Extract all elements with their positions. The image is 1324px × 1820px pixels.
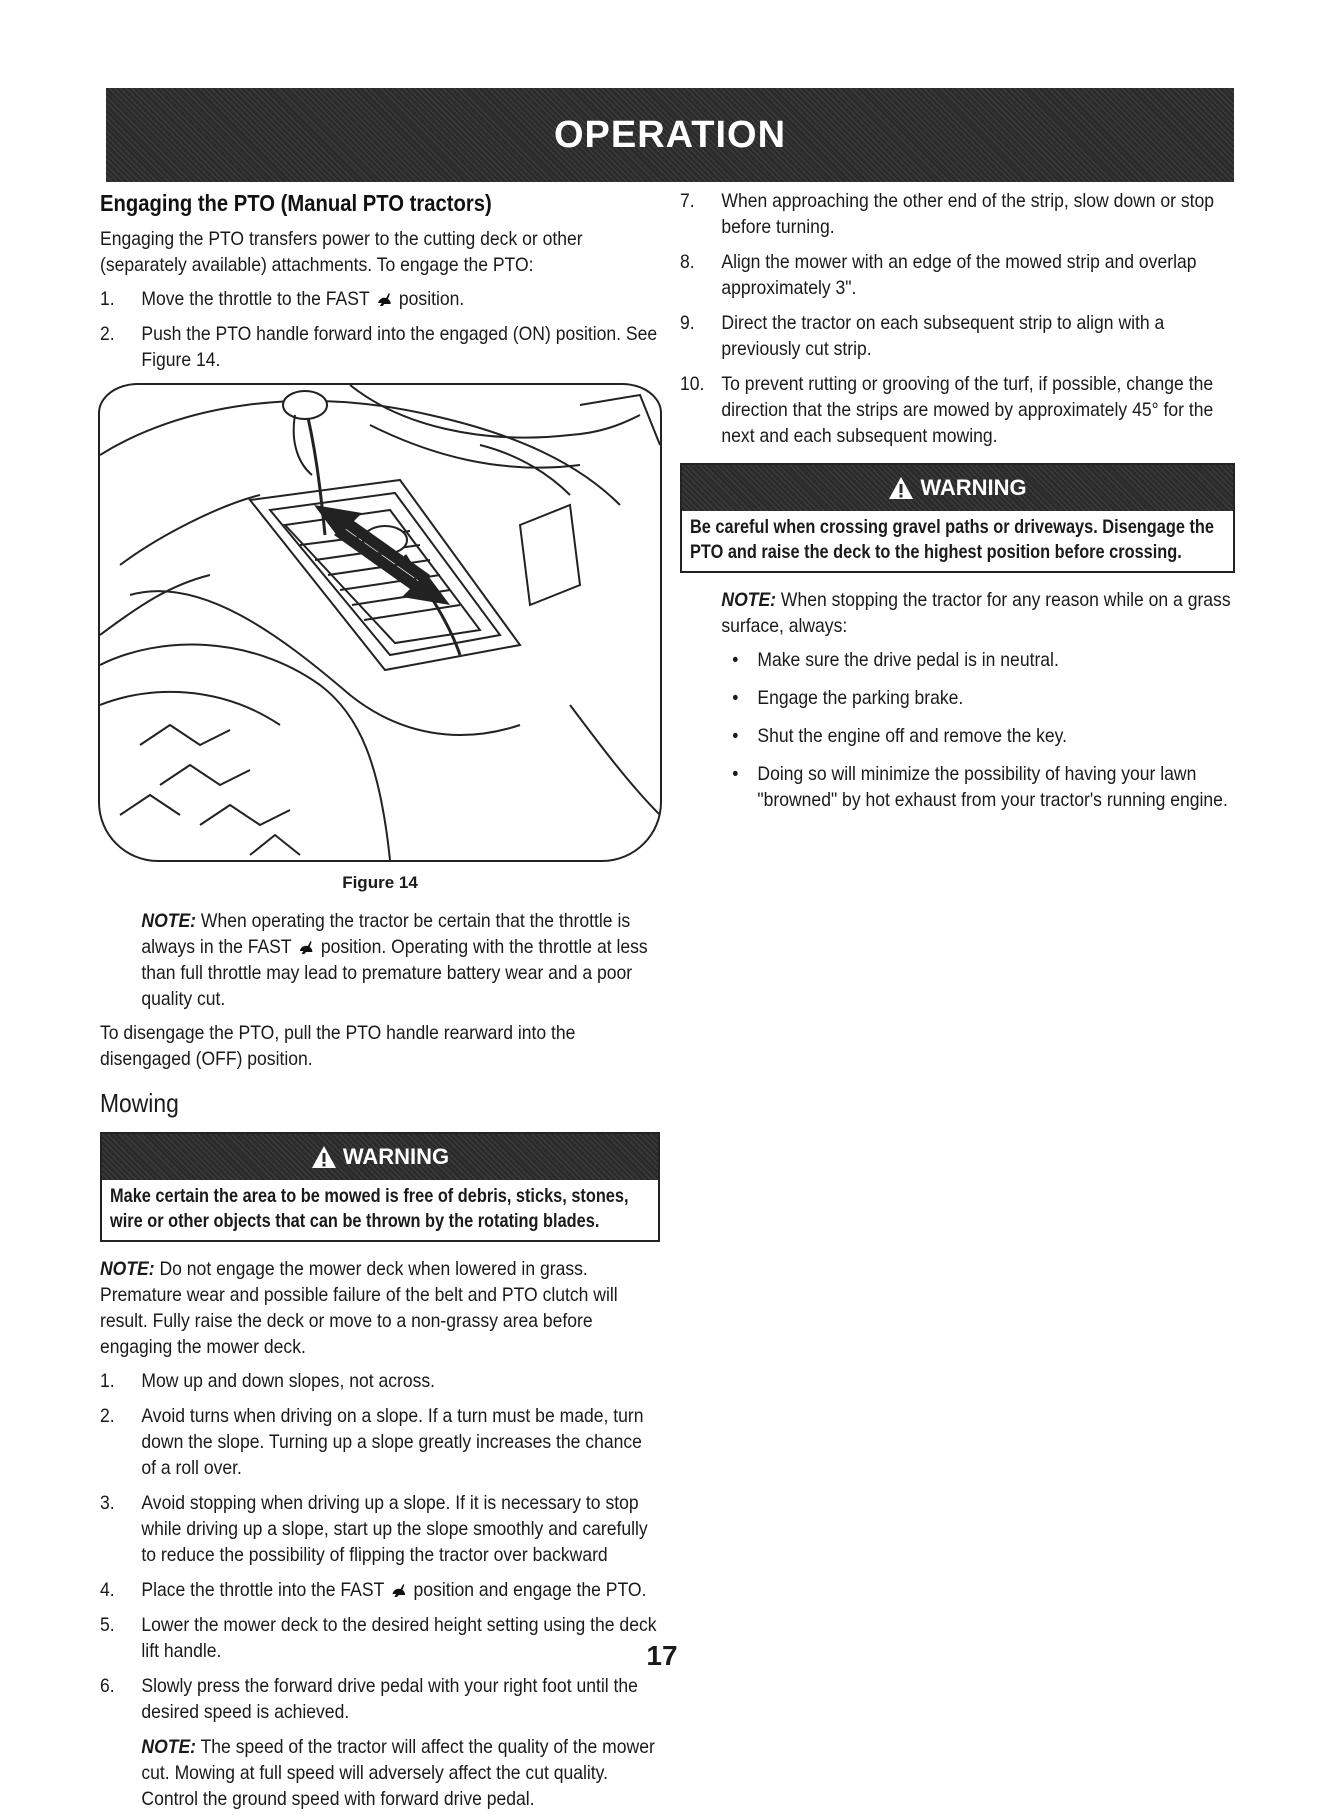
list-item	[100, 321, 659, 373]
list-item	[100, 1403, 659, 1481]
note-label: NOTE:	[721, 589, 777, 611]
note-text: When operating the tractor be certain that the throttle is always in the FAST	[141, 910, 631, 958]
step-text: Avoid turns when driving on a slope. If a turn must be made, turn down the slope. Turning up a slope greatly increases the chance of a roll over.	[141, 1405, 644, 1479]
note-label: NOTE:	[141, 1736, 197, 1758]
disengage-text: To disengage the PTO, pull the PTO handle rearward into the disengaged (OFF) position.	[100, 1022, 576, 1070]
step-text: Move the throttle to the FAST	[141, 288, 370, 310]
list-item	[680, 249, 1234, 301]
rabbit-fast-icon	[298, 939, 314, 955]
pto-handle-drawing	[100, 385, 660, 860]
step-number: 10.	[680, 373, 705, 395]
section-banner	[106, 88, 1234, 182]
bullet-text: Doing so will minimize the possibility of having your lawn "browned" by hot exhaust from your tractor's running engine.	[757, 763, 1228, 811]
note-stopping	[721, 587, 1234, 639]
step-text: Align the mower with an edge of the mowed strip and overlap approximately 3".	[721, 251, 1197, 299]
note-throttle	[141, 908, 659, 1012]
step-number: 1.	[100, 1370, 115, 1392]
step-number: 1.	[100, 288, 115, 310]
warning-text: Make certain the area to be mowed is free of debris, sticks, stones, wire or other objects that can be thrown by the rotating blades.	[110, 1186, 629, 1232]
pto-intro: Engaging the PTO transfers power to the cutting deck or other (separately available) attachments. To engage the PTO:	[100, 228, 583, 276]
list-item: • Shut the engine off and remove the key.	[732, 725, 1068, 747]
step-number: 5.	[100, 1614, 115, 1636]
step-text: Lower the mower deck to the desired height setting using the deck lift handle.	[141, 1614, 657, 1662]
step-text: Slowly press the forward drive pedal with your right foot until the desired speed is achieved.	[141, 1675, 638, 1723]
mowing-heading: Mowing	[100, 1088, 179, 1118]
step-number: 7.	[680, 190, 695, 212]
list-item	[680, 371, 1234, 449]
list-item: • Make sure the drive pedal is in neutral.	[732, 649, 1059, 671]
note-deck	[100, 1256, 659, 1360]
step-number: 9.	[680, 312, 695, 334]
step-number: 2.	[100, 323, 115, 345]
pto-steps	[100, 286, 659, 373]
stopping-bullets	[721, 647, 1234, 813]
figure-14-illustration	[98, 383, 662, 862]
pto-heading: Engaging the PTO (Manual PTO tractors)	[100, 190, 492, 216]
warning-box	[100, 1132, 660, 1242]
note-text: position. Operating with the throttle at less than full throttle may lead to premature battery wear and a poor quality cut.	[141, 936, 648, 1010]
warning-header	[102, 1134, 658, 1180]
figure-caption: Figure 14	[342, 873, 418, 892]
list-item	[100, 1577, 659, 1603]
step-text: Avoid stopping when driving up a slope. If it is necessary to stop while driving up a slope, start up the slope smoothly and carefully to reduce the possibility of flipping the tractor over backward	[141, 1492, 648, 1566]
warning-box	[680, 463, 1235, 573]
step-text: Direct the tractor on each subsequent strip to align with a previously cut strip.	[721, 312, 1165, 360]
banner-title: OPERATION	[553, 113, 787, 156]
bullet-text: Make sure the drive pedal is in neutral.	[757, 649, 1059, 671]
list-item	[100, 1490, 659, 1568]
step-number: 4.	[100, 1579, 115, 1601]
step-text: position and engage the PTO.	[413, 1579, 647, 1601]
right-column	[680, 188, 1235, 825]
step-number: 6.	[100, 1675, 115, 1697]
step-text: To prevent rutting or grooving of the turf, if possible, change the direction that the strips are mowed by approximately 45° for the next and each subsequent mowing.	[721, 373, 1214, 447]
bullet-text: Shut the engine off and remove the key.	[757, 725, 1068, 747]
list-item	[100, 1368, 659, 1394]
step-text: Push the PTO handle forward into the engaged (ON) position. See Figure 14.	[141, 323, 658, 371]
note-speed	[141, 1734, 659, 1812]
warning-header	[682, 465, 1233, 511]
step-text: When approaching the other end of the strip, slow down or stop before turning.	[721, 190, 1215, 238]
list-item: • Doing so will minimize the possibility of having your lawn "browned" by hot exhaust from your tractor's running engine.	[721, 761, 1234, 813]
step-text: Mow up and down slopes, not across.	[141, 1370, 436, 1392]
note-label: NOTE:	[141, 910, 197, 932]
note-text: When stopping the tractor for any reason while on a grass surface, always:	[721, 589, 1231, 637]
note-label: NOTE:	[100, 1258, 155, 1280]
step-number: 3.	[100, 1492, 115, 1514]
warning-title: WARNING	[342, 1144, 450, 1169]
bullet-text: Engage the parking brake.	[757, 687, 964, 709]
list-item	[680, 310, 1234, 362]
step-text: Place the throttle into the FAST	[141, 1579, 384, 1601]
note-text: The speed of the tractor will affect the quality of the mower cut. Mowing at full speed will adversely affect the cut quality. Control the ground speed with forward drive pedal.	[141, 1736, 655, 1810]
rabbit-fast-icon	[376, 291, 392, 307]
warning-text: Be careful when crossing gravel paths or driveways. Disengage the PTO and raise the deck to the highest position before crossing.	[690, 517, 1214, 563]
mowing-steps-continued	[680, 188, 1234, 449]
list-item	[100, 1673, 659, 1725]
note-text: Do not engage the mower deck when lowered in grass. Premature wear and possible failure of the belt and PTO clutch will result. Fully raise the deck or move to a non-grassy area before engaging the mower deck.	[100, 1258, 618, 1358]
warning-triangle-icon	[888, 476, 914, 500]
list-item	[100, 286, 659, 312]
left-column	[100, 188, 660, 1820]
step-number: 2.	[100, 1405, 115, 1427]
rabbit-fast-icon	[391, 1582, 407, 1598]
warning-title: WARNING	[920, 475, 1027, 500]
list-item: • Engage the parking brake.	[732, 687, 964, 709]
warning-triangle-icon	[311, 1145, 337, 1169]
page-number: 17	[646, 1640, 678, 1671]
step-text: position.	[398, 288, 465, 310]
step-number: 8.	[680, 251, 695, 273]
list-item	[680, 188, 1234, 240]
